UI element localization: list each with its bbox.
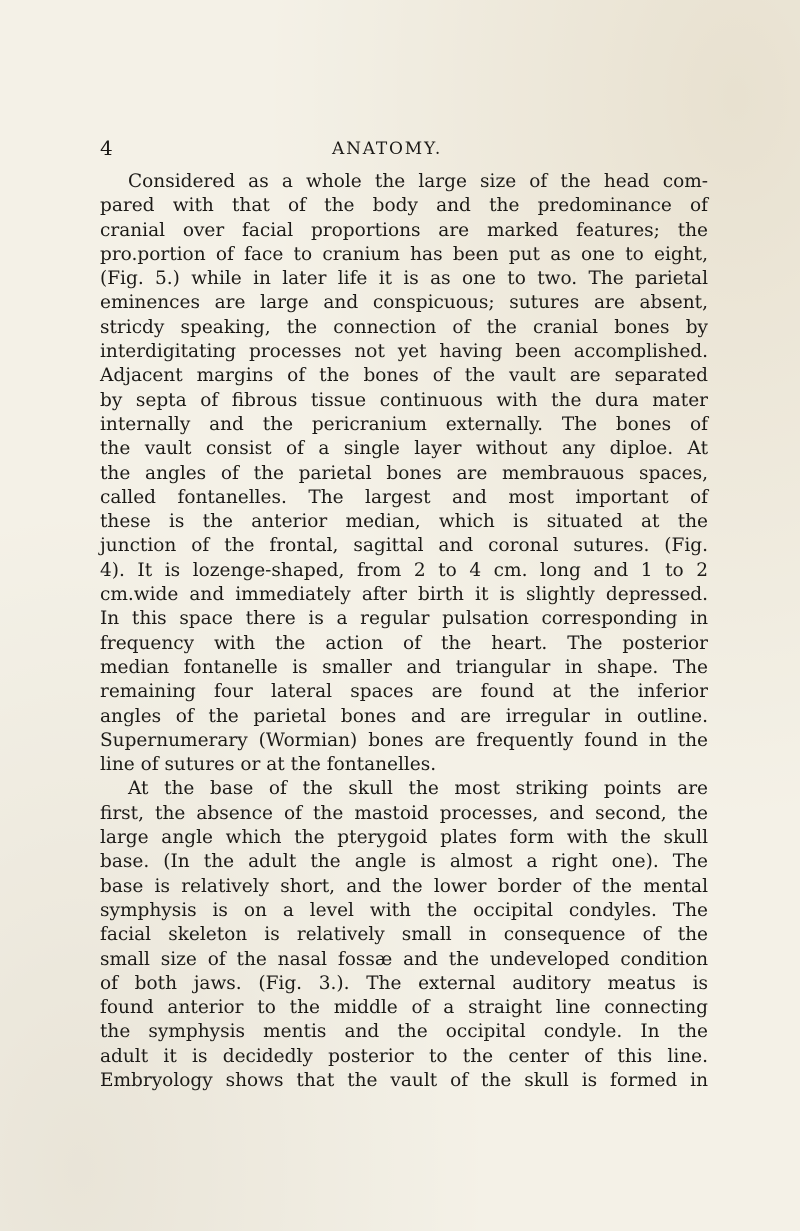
text-line: large angle which the pterygoid plates form with the skull	[100, 827, 708, 849]
text-line: Embryology shows that the vault of the skull is formed in	[100, 1069, 708, 1091]
text-line: the vault consist of a single layer without any diploe. At	[100, 438, 708, 460]
text-line: median fontanelle is smaller and triangular in shape. The	[100, 656, 708, 678]
text-line: by septa of fibrous tissue continuous with the dura mater	[100, 389, 708, 411]
text-line: facial skeleton is relatively small in consequence of the	[100, 924, 708, 946]
text-line: line of sutures or at the fontanelles.	[100, 754, 437, 776]
text-line: cranial over facial proportions are marked features; the	[100, 219, 708, 241]
running-title: ANATOMY.	[332, 139, 443, 159]
text-line: base is relatively short, and the lower border of the mental	[100, 875, 708, 897]
text-line: eminences are large and conspicuous; sutures are absent,	[100, 292, 708, 314]
text-line: first, the absence of the mastoid processes, and second, the	[100, 802, 708, 824]
text-line: called fontanelles. The largest and most important of	[100, 486, 708, 508]
text-line: Adjacent margins of the bones of the vault are separated	[100, 365, 708, 387]
text-line: Supernumerary (Wormian) bones are frequently found in the	[100, 729, 708, 751]
text-line: of both jaws. (Fig. 3.). The external auditory meatus is	[100, 972, 708, 994]
text-line: In this space there is a regular pulsation corresponding in	[100, 608, 708, 630]
page-number: 4	[100, 136, 113, 160]
paragraph-1	[100, 170, 708, 777]
text-line: Considered as a whole the large size of the head com-	[128, 171, 708, 192]
text-line: the symphysis mentis and the occipital condyle. In the	[100, 1021, 708, 1043]
text-line: stricdy speaking, the connection of the cranial bones by	[100, 316, 708, 338]
text-line: interdigitating processes not yet having been accomplished.	[100, 341, 708, 363]
text-line: base. (In the adult the angle is almost a right one). The	[100, 851, 708, 873]
text-line: pro.portion of face to cranium has been put as one to eight,	[100, 243, 708, 265]
text-line: 4). It is lozenge-shaped, from 2 to 4 cm. long and 1 to 2	[100, 559, 708, 581]
text-line: adult it is decidedly posterior to the center of this line.	[100, 1045, 708, 1067]
text-line: At the base of the skull the most striking points are	[128, 778, 708, 800]
text-line: angles of the parietal bones and are irregular in outline.	[100, 705, 708, 727]
text-line: junction of the frontal, sagittal and coronal sutures. (Fig.	[100, 535, 708, 557]
text-line: internally and the pericranium externally. The bones of	[100, 413, 708, 435]
text-line: small size of the nasal fossæ and the undeveloped condition	[100, 948, 708, 970]
text-line: remaining four lateral spaces are found at the inferior	[100, 681, 708, 703]
text-line: cm.wide and immediately after birth it is slightly depressed.	[100, 584, 708, 606]
text-line: found anterior to the middle of a straight line connecting	[100, 997, 708, 1019]
text-line: symphysis is on a level with the occipital condyles. The	[100, 899, 708, 921]
paragraph-2	[100, 777, 708, 1093]
text-line: the angles of the parietal bones are membrauous spaces,	[100, 462, 708, 484]
text-line: these is the anterior median, which is situated at the	[100, 511, 708, 533]
text-line: pared with that of the body and the predominance of	[100, 195, 708, 217]
text-line: frequency with the action of the heart. The posterior	[100, 632, 708, 654]
page-header	[100, 137, 700, 167]
text-line: (Fig. 5.) while in later life it is as one to two. The parietal	[100, 268, 708, 290]
body-text	[100, 170, 708, 1093]
